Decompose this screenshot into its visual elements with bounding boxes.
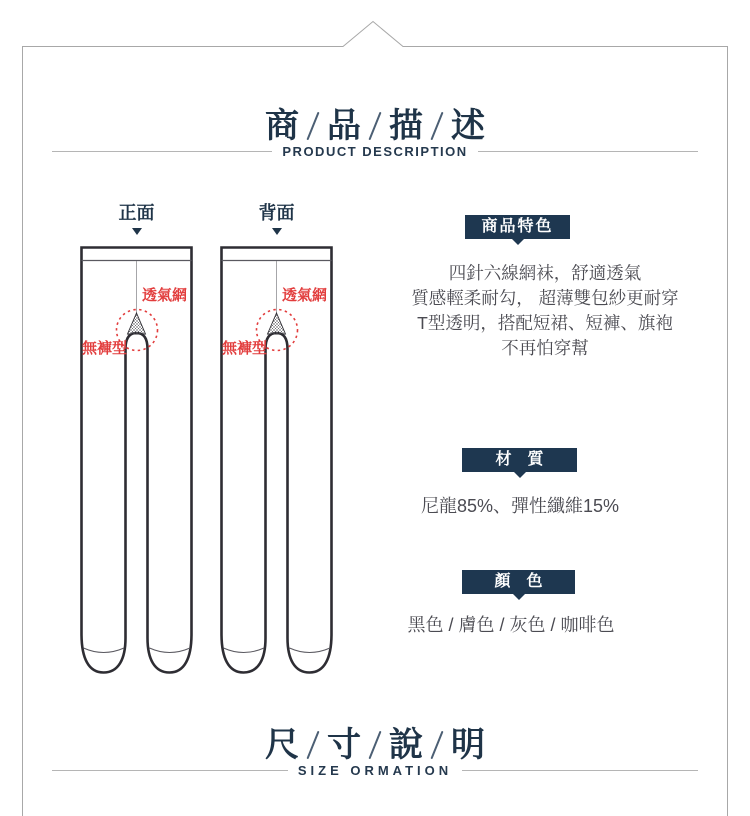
title-slash-icon bbox=[430, 731, 443, 760]
feature-line: T型透明，搭配短裙、短褲、旗袍 bbox=[417, 313, 673, 333]
page-subtitle-text: PRODUCT DESCRIPTION bbox=[282, 144, 468, 159]
title-slash-icon bbox=[306, 731, 319, 760]
divider-line bbox=[462, 770, 698, 771]
front-view-label: 正面 bbox=[118, 203, 155, 223]
size-title-char: 寸 bbox=[327, 726, 361, 764]
mesh-annotation: 透氣網 bbox=[282, 287, 328, 304]
feature-line: 質感輕柔耐勾， 超薄雙包紗更耐穿 bbox=[411, 288, 679, 308]
features-text bbox=[375, 261, 715, 361]
size-section-subtitle bbox=[52, 763, 698, 778]
no-panty-annotation: 無褲型 bbox=[222, 340, 268, 357]
title-slash-icon bbox=[306, 112, 319, 141]
arrow-down-icon bbox=[272, 228, 282, 235]
material-badge: 材 質 bbox=[462, 448, 577, 472]
divider-line bbox=[478, 151, 698, 152]
color-value: 黑色 / 膚色 / 灰色 / 咖啡色 bbox=[407, 615, 615, 635]
back-view-label: 背面 bbox=[258, 203, 295, 223]
tights-front-diagram bbox=[80, 246, 193, 674]
page-title-char: 描 bbox=[389, 107, 423, 145]
material-value: 尼龍85%、彈性纖維15% bbox=[420, 496, 620, 516]
divider-line bbox=[52, 770, 288, 771]
title-slash-icon bbox=[368, 112, 381, 141]
features-badge: 商品特色 bbox=[465, 215, 570, 239]
size-section-title bbox=[0, 727, 750, 763]
divider-line bbox=[52, 151, 272, 152]
size-subtitle-text: SIZE ORMATION bbox=[297, 763, 453, 778]
no-panty-annotation: 無褲型 bbox=[82, 340, 128, 357]
color-badge: 顏 色 bbox=[462, 570, 575, 594]
size-title-char: 明 bbox=[451, 726, 485, 764]
size-title-char: 說 bbox=[389, 726, 423, 764]
tights-back-figure bbox=[220, 202, 333, 682]
page-subtitle bbox=[52, 144, 698, 159]
page-title bbox=[0, 108, 750, 144]
title-slash-icon bbox=[368, 731, 381, 760]
page-title-char: 品 bbox=[327, 107, 361, 145]
size-title-char: 尺 bbox=[265, 726, 299, 764]
tights-back-diagram bbox=[220, 246, 333, 674]
mesh-annotation: 透氣網 bbox=[142, 287, 188, 304]
page-title-char: 商 bbox=[265, 107, 299, 145]
feature-line: 四針六線網袜，舒適透氣 bbox=[448, 263, 642, 283]
arrow-down-icon bbox=[132, 228, 142, 235]
feature-line: 不再怕穿幫 bbox=[501, 338, 589, 358]
tights-front-figure bbox=[80, 202, 193, 682]
title-slash-icon bbox=[430, 112, 443, 141]
page-title-char: 述 bbox=[451, 107, 485, 145]
